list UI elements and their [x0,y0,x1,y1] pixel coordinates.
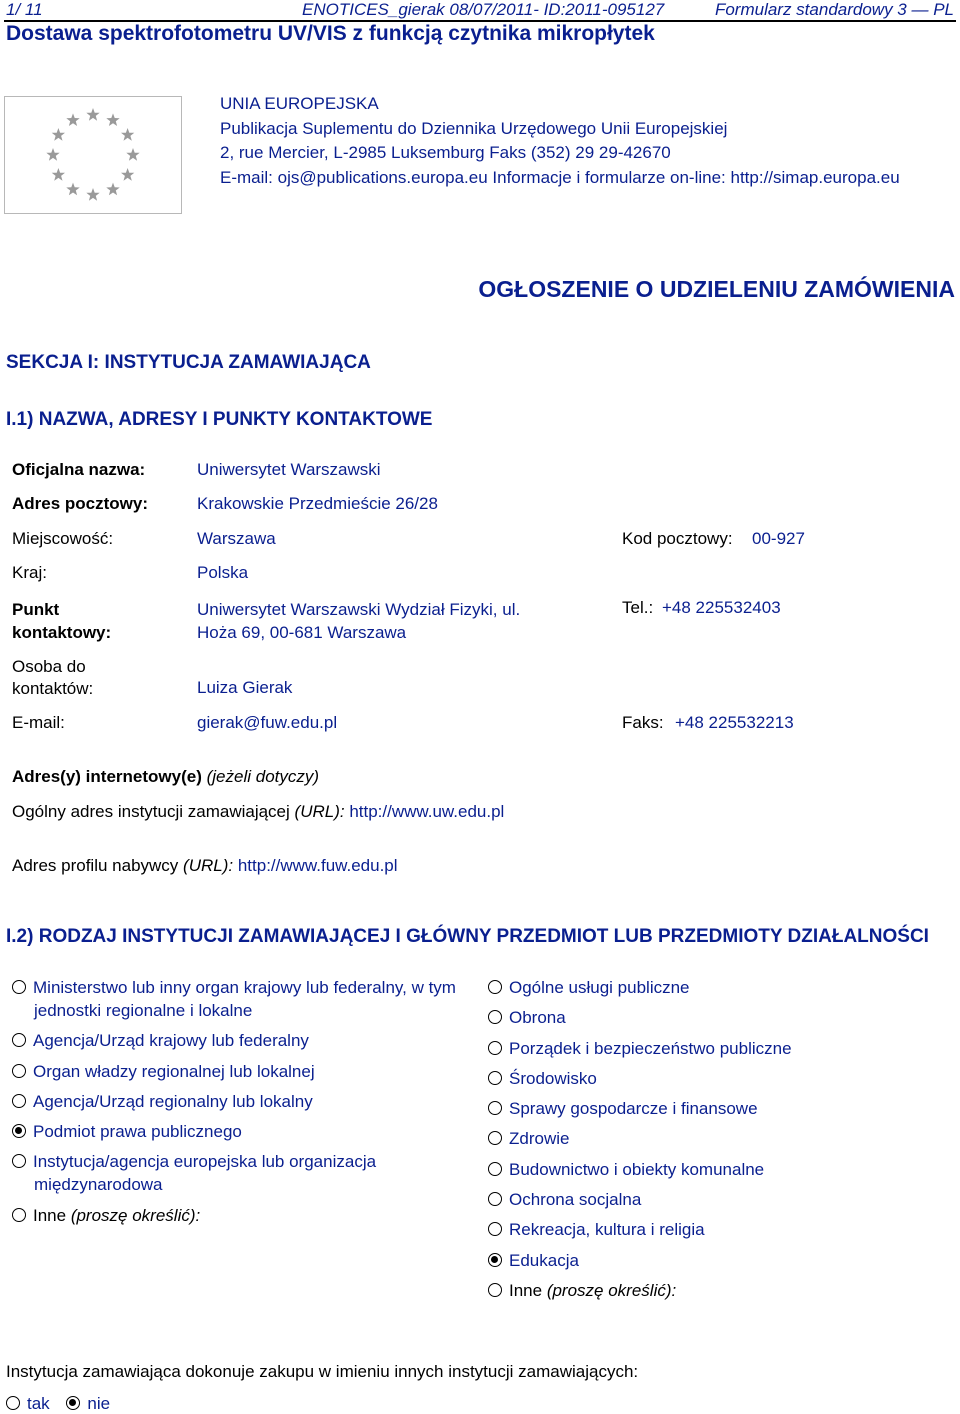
city: Warszawa [197,529,276,548]
contact-point-label-line1: Punkt [12,600,60,619]
main-activity-option[interactable] [488,1218,948,1241]
eu-contact: E-mail: ojs@publications.europa.eu Informacje i formularze on-line: http://simap.europa.eu [220,167,900,187]
option-label: Rekreacja, kultura i religia [509,1220,705,1240]
main-activity-option[interactable] [488,1067,948,1090]
option-label: Porządek i bezpieczeństwo publiczne [509,1038,792,1058]
form-name: Formularz standardowy 3 — PL [714,0,954,19]
postal-address: Krakowskie Przedmieście 26/28 [197,494,438,513]
behalf-choice [6,1394,110,1414]
buyer-profile-row [12,856,398,876]
option-label: Organ władzy regionalnej lub lokalnej [33,1061,315,1081]
radio-button[interactable] [12,1124,26,1138]
contact-person-label-line1: Osoba do [12,657,86,676]
eu-stars-icon [5,97,181,213]
radio-button[interactable] [488,1010,502,1024]
radio-button[interactable] [12,1094,26,1108]
behalf-no-label: nie [87,1394,111,1413]
internet-addresses-note: (jeżeli dotyczy) [206,767,320,786]
option-label: Agencja/Urząd krajowy lub federalny [33,1031,309,1051]
option-label: Sprawy gospodarcze i finansowe [509,1099,758,1119]
eu-address: 2, rue Mercier, L-2985 Luksemburg Faks (352) 29 29-42670 [220,143,671,162]
fax: +48 225532213 [675,713,794,732]
postcode: 00-927 [752,529,805,548]
authority-type-option[interactable] [12,1090,464,1113]
radio-button[interactable] [12,1033,26,1047]
radio-button[interactable] [488,1101,502,1115]
eu-supplement: Publikacja Suplementu do Dziennika Urzędowego Unii Europejskiej [220,118,728,138]
main-activity-option[interactable] [488,976,948,999]
radio-button[interactable] [12,1064,26,1078]
buyer-url-note: (URL): [183,856,234,875]
radio-button[interactable] [488,1162,502,1176]
fax-label: Faks: [622,713,664,732]
authority-type-option[interactable] [12,1120,464,1143]
postcode-label: Kod pocztowy: [622,529,733,548]
behalf-no-radio[interactable] [66,1396,80,1410]
radio-button[interactable] [488,1041,502,1055]
behalf-question: Instytucja zamawiająca dokonuje zakupu w imieniu innych instytucji zamawiających: [6,1362,639,1381]
authority-type-option[interactable] [12,976,464,1022]
document-title: Dostawa spektrofotometru UV/VIS z funkcją czytnika mikropłytek [6,22,655,45]
eu-star [121,128,134,141]
subsection-1-title: I.1) NAZWA, ADRESY I PUNKTY KONTAKTOWE [6,409,433,430]
option-label: Inne [33,1205,71,1225]
main-activity-option[interactable] [488,1127,948,1150]
option-label: Środowisko [509,1068,597,1088]
radio-button[interactable] [488,1192,502,1206]
official-name: Uniwersytet Warszawski [197,460,381,479]
radio-button[interactable] [488,1071,502,1085]
general-address-label: Ogólny adres instytucji zamawiającej [12,802,290,821]
tel: +48 225532403 [662,598,781,617]
notice-id: ENOTICES_gierak 08/07/2011- ID:2011-095127 [302,0,665,19]
city-label: Miejscowość: [12,529,114,548]
contact-point-line2: Hoża 69, 00-681 Warszawa [197,623,407,642]
main-activity-option[interactable] [488,1188,948,1211]
authority-type-option[interactable] [12,1029,464,1052]
contact-point-line1: Uniwersytet Warszawski Wydział Fizyki, ul. [197,600,521,619]
option-label: Obrona [509,1008,566,1028]
general-address-row [12,802,504,822]
option-label: Ogólne usługi publiczne [509,978,690,997]
radio-button[interactable] [488,1253,502,1267]
eu-star [52,168,65,181]
option-label: Zdrowie [509,1129,570,1149]
postal-address-label: Adres pocztowy: [12,494,149,513]
main-activity-option[interactable] [488,1097,948,1120]
authority-type-option[interactable] [12,1204,464,1227]
eu-star [52,128,65,141]
subsection-2-title: I.2) RODZAJ INSTYTUCJI ZAMAWIAJĄCEJ I GŁÓWNY PRZEDMIOT LUB PRZEDMIOTY DZIAŁALNOŚCI [6,926,929,947]
option-label: Budownictwo i obiekty komunalne [509,1159,765,1179]
email-label: E-mail: [12,713,65,732]
contact-person: Luiza Gierak [197,678,293,697]
buyer-profile-label: Adres profilu nabywcy [12,856,179,875]
radio-button[interactable] [12,980,26,994]
behalf-yes-radio[interactable] [6,1396,20,1410]
eu-star [106,183,119,196]
contact-point-label [12,598,111,644]
general-url-link[interactable]: http://www.uw.edu.pl [349,802,505,821]
contact-person-label [12,656,93,700]
option-label: Podmiot prawa publicznego [33,1122,242,1142]
eu-star [86,188,99,201]
main-activity-option[interactable] [488,1158,948,1181]
email[interactable]: gierak@fuw.edu.pl [197,713,338,732]
radio-button[interactable] [488,980,502,994]
main-activity-list [488,976,948,1309]
section-title: SEKCJA I: INSTYTUCJA ZAMAWIAJĄCA [6,352,371,373]
option-label: Ochrona socjalna [509,1190,642,1210]
general-url-note: (URL): [294,802,345,821]
tel-label: Tel.: [622,598,654,617]
main-activity-option[interactable] [488,1249,948,1272]
eu-star [126,148,139,161]
notice-title: OGŁOSZENIE O UDZIELENIU ZAMÓWIENIA [478,276,955,302]
eu-star [106,113,119,126]
eu-star [66,183,79,196]
option-label: Instytucja/agencja europejska lub organizacja międzynarodowa [33,1152,377,1195]
main-activity-option[interactable] [488,1006,948,1029]
authority-type-option[interactable] [12,1060,464,1083]
main-activity-option[interactable] [488,1037,948,1060]
radio-button[interactable] [12,1154,26,1168]
buyer-url-link[interactable]: http://www.fuw.edu.pl [237,856,398,875]
radio-button[interactable] [488,1222,502,1236]
page-header [6,0,954,22]
country: Polska [197,563,249,582]
radio-button[interactable] [488,1131,502,1145]
eu-flag-logo [4,96,182,214]
eu-star [46,148,59,161]
option-note: (proszę określić): [70,1205,201,1225]
main-activity-option[interactable] [488,1279,948,1302]
radio-button[interactable] [12,1208,26,1222]
eu-star [66,113,79,126]
option-label: Edukacja [509,1250,579,1270]
eu-star [121,168,134,181]
contact-point [197,598,520,644]
country-label: Kraj: [12,563,47,582]
option-label: Agencja/Urząd regionalny lub lokalny [33,1091,313,1111]
official-name-label: Oficjalna nazwa: [12,460,146,479]
option-label: Ministerstwo lub inny organ krajowy lub federalny, w tym jednostki regionalne i lokalne [33,978,456,1020]
eu-union-name: UNIA EUROPEJSKA [220,94,379,113]
radio-button[interactable] [488,1283,502,1297]
internet-addresses-heading [12,767,319,787]
eu-star [86,108,99,121]
authority-type-option[interactable] [12,1150,464,1196]
authority-type-list [12,976,464,1234]
option-label: Inne [509,1280,547,1300]
page-number: 1/ 11 [6,0,43,19]
contact-person-label-line2: kontaktów: [12,679,94,698]
behalf-yes-label: tak [27,1394,50,1413]
internet-addresses-label: Adres(y) internetowy(e) [12,767,202,786]
eu-publication-info [220,92,900,190]
contact-point-label-line2: kontaktowy: [12,623,112,642]
option-note: (proszę określić): [546,1280,677,1300]
